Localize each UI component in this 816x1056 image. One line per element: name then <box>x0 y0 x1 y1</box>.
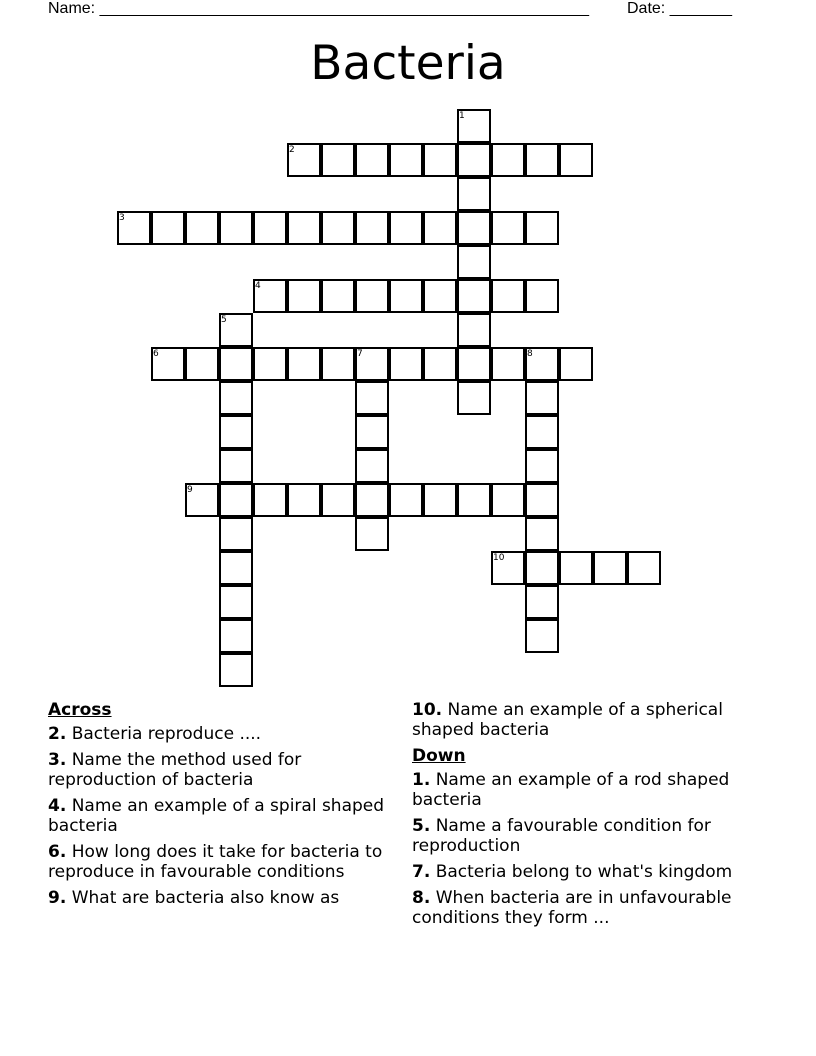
crossword-cell[interactable] <box>389 143 423 177</box>
name-label: Name: <box>48 0 96 17</box>
clue-text: Name an example of a spherical shaped bacteria <box>412 700 723 740</box>
crossword-cell[interactable] <box>389 347 423 381</box>
crossword-cell[interactable] <box>525 279 559 313</box>
crossword-cell[interactable] <box>389 211 423 245</box>
clue-number: 10. <box>412 700 443 720</box>
clue-text: Bacteria belong to what's kingdom <box>435 862 733 882</box>
clue-number: 3. <box>48 750 67 770</box>
clue-number: 4. <box>48 796 67 816</box>
clue-text: Name an example of a spiral shaped bacteria <box>48 796 385 836</box>
clue-across-9 <box>48 888 398 908</box>
page-title: Bacteria <box>310 36 506 91</box>
crossword-cell[interactable] <box>457 313 491 347</box>
crossword-cell[interactable] <box>355 415 389 449</box>
crossword-cell[interactable] <box>219 585 253 619</box>
crossword-cell[interactable] <box>525 347 559 381</box>
clue-text: What are bacteria also know as <box>71 888 340 908</box>
crossword-cell[interactable] <box>457 381 491 415</box>
crossword-cell[interactable] <box>321 143 355 177</box>
crossword-cell[interactable] <box>525 143 559 177</box>
crossword-cell[interactable] <box>355 381 389 415</box>
clue-down-8 <box>412 888 772 928</box>
crossword-cell[interactable] <box>219 347 253 381</box>
clue-number: 7. <box>412 862 431 882</box>
clue-number: 6. <box>48 842 67 862</box>
crossword-cell[interactable] <box>389 279 423 313</box>
crossword-cell[interactable] <box>525 381 559 415</box>
across-heading: Across <box>48 700 112 720</box>
crossword-cell[interactable] <box>151 211 185 245</box>
crossword-cell[interactable] <box>627 551 661 585</box>
clue-down-7 <box>412 862 772 882</box>
crossword-cell[interactable] <box>457 347 491 381</box>
clue-number-label: 6 <box>153 349 159 359</box>
crossword-cell[interactable] <box>219 517 253 551</box>
crossword-cell[interactable] <box>355 483 389 517</box>
crossword-cell[interactable] <box>423 279 457 313</box>
clue-down-5 <box>412 816 772 856</box>
crossword-cell[interactable] <box>355 279 389 313</box>
crossword-cell[interactable] <box>457 483 491 517</box>
crossword-cell[interactable] <box>457 143 491 177</box>
clue-across-4 <box>48 796 398 836</box>
crossword-cell[interactable] <box>525 551 559 585</box>
crossword-cell[interactable] <box>525 483 559 517</box>
crossword-cell[interactable] <box>117 211 151 245</box>
crossword-cell[interactable] <box>321 347 355 381</box>
clue-across-2 <box>48 724 398 744</box>
crossword-cell[interactable] <box>525 585 559 619</box>
crossword-cell[interactable] <box>219 211 253 245</box>
crossword-cell[interactable] <box>219 551 253 585</box>
crossword-cell[interactable] <box>491 347 525 381</box>
clue-text: Name an example of a rod shaped bacteria <box>412 770 730 810</box>
crossword-cell[interactable] <box>525 517 559 551</box>
clue-number: 9. <box>48 888 67 908</box>
crossword-cell[interactable] <box>423 211 457 245</box>
crossword-cell[interactable] <box>389 483 423 517</box>
crossword-cell[interactable] <box>355 449 389 483</box>
crossword-cell[interactable] <box>253 279 287 313</box>
clue-number-label: 7 <box>357 349 363 359</box>
crossword-cell[interactable] <box>219 415 253 449</box>
crossword-cell[interactable] <box>253 347 287 381</box>
clue-number-label: 4 <box>255 281 261 291</box>
name-line[interactable]: _______________________________________________________ <box>99 0 589 17</box>
crossword-cell[interactable] <box>593 551 627 585</box>
clue-number: 2. <box>48 724 67 744</box>
crossword-cell[interactable] <box>491 483 525 517</box>
crossword-cell[interactable] <box>355 143 389 177</box>
clues-right-column <box>412 700 772 934</box>
crossword-cell[interactable] <box>559 347 593 381</box>
clue-number-label: 5 <box>221 315 227 325</box>
clue-number-label: 3 <box>119 213 125 223</box>
crossword-cell[interactable] <box>559 143 593 177</box>
crossword-cell[interactable] <box>219 449 253 483</box>
crossword-cell[interactable] <box>219 381 253 415</box>
crossword-cell[interactable] <box>491 211 525 245</box>
crossword-cell[interactable] <box>219 653 253 687</box>
clue-text: Name a favourable condition for reproduction <box>412 816 711 856</box>
date-field[interactable] <box>627 0 732 18</box>
date-label: Date: <box>627 0 666 17</box>
date-line[interactable]: _______ <box>669 0 732 17</box>
crossword-cell[interactable] <box>525 619 559 653</box>
crossword-cell[interactable] <box>559 551 593 585</box>
clue-number: 1. <box>412 770 431 790</box>
clue-across-10 <box>412 700 772 740</box>
crossword-cell[interactable] <box>321 483 355 517</box>
crossword-cell[interactable] <box>491 279 525 313</box>
clue-text: Name the method used for reproduction of bacteria <box>48 750 302 790</box>
crossword-cell[interactable] <box>423 143 457 177</box>
crossword-cell[interactable] <box>321 279 355 313</box>
clue-number: 8. <box>412 888 431 908</box>
crossword-cell[interactable] <box>525 449 559 483</box>
crossword-cell[interactable] <box>355 347 389 381</box>
clues-left-column <box>48 700 398 914</box>
crossword-cell[interactable] <box>185 347 219 381</box>
crossword-cell[interactable] <box>219 313 253 347</box>
crossword-cell[interactable] <box>287 347 321 381</box>
crossword-cell[interactable] <box>525 211 559 245</box>
crossword-cell[interactable] <box>457 211 491 245</box>
crossword-cell[interactable] <box>287 483 321 517</box>
name-field[interactable] <box>48 0 589 18</box>
clue-number-label: 9 <box>187 485 193 495</box>
down-heading: Down <box>412 746 466 766</box>
crossword-cell[interactable] <box>457 109 491 143</box>
crossword-cell[interactable] <box>457 177 491 211</box>
crossword-cell[interactable] <box>321 211 355 245</box>
crossword-cell[interactable] <box>525 415 559 449</box>
crossword-cell[interactable] <box>423 483 457 517</box>
crossword-cell[interactable] <box>185 211 219 245</box>
clue-across-3 <box>48 750 398 790</box>
crossword-cell[interactable] <box>151 347 185 381</box>
clue-number-label: 1 <box>459 111 465 121</box>
clue-text: How long does it take for bacteria to reproduce in favourable conditions <box>48 842 383 882</box>
crossword-cell[interactable] <box>355 517 389 551</box>
crossword-cell[interactable] <box>457 245 491 279</box>
crossword-cell[interactable] <box>253 483 287 517</box>
crossword-cell[interactable] <box>219 483 253 517</box>
crossword-cell[interactable] <box>185 483 219 517</box>
crossword-cell[interactable] <box>219 619 253 653</box>
crossword-cell[interactable] <box>287 211 321 245</box>
crossword-cell[interactable] <box>355 211 389 245</box>
clue-number-label: 2 <box>289 145 295 155</box>
clue-number: 5. <box>412 816 431 836</box>
clue-down-1 <box>412 770 772 810</box>
crossword-cell[interactable] <box>457 279 491 313</box>
crossword-cell[interactable] <box>287 279 321 313</box>
crossword-cell[interactable] <box>287 143 321 177</box>
clue-number-label: 10 <box>493 553 505 563</box>
clue-number-label: 8 <box>527 349 533 359</box>
crossword-cell[interactable] <box>491 551 525 585</box>
crossword-cell[interactable] <box>491 143 525 177</box>
clue-across-6 <box>48 842 398 882</box>
clue-text: When bacteria are in unfavourable conditions they form ... <box>412 888 732 928</box>
crossword-cell[interactable] <box>423 347 457 381</box>
crossword-cell[interactable] <box>253 211 287 245</box>
clue-text: Bacteria reproduce .... <box>71 724 262 744</box>
